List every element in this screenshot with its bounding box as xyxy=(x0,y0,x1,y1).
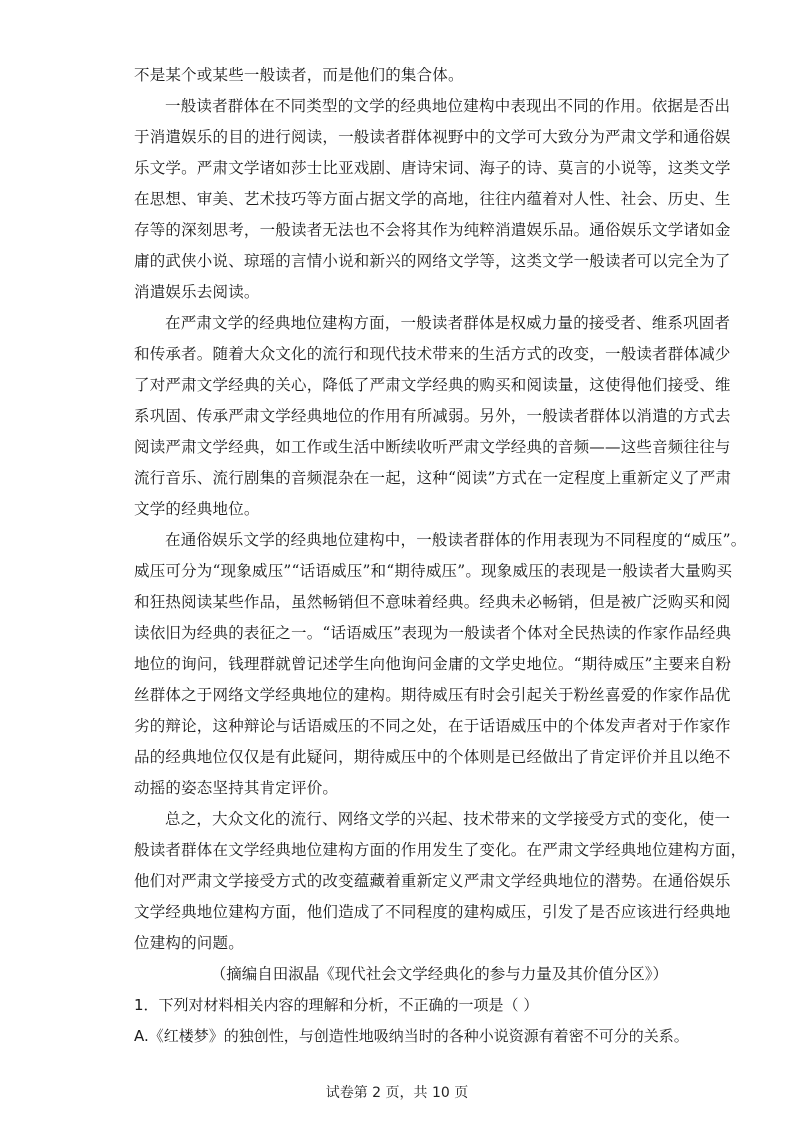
page-footer: 试卷第 2 页，共 10 页 xyxy=(325,1085,469,1101)
article-line: 般读者群体在文学经典地位建构方面的作用发生了变化。在严肃文学经典地位建构方面， xyxy=(134,841,747,859)
question-option-a: A.《红楼梦》的独创性，与创造性地吸纳当时的各种小说资源有着密不可分的关系。 xyxy=(134,1027,689,1045)
article-line: 和传承者。随着大众文化的流行和现代技术带来的生活方式的改变，一般读者群体减少 xyxy=(134,345,731,363)
article-line: 文学的经典地位。 xyxy=(134,500,260,518)
article-line: 了对严肃文学经典的关心，降低了严肃文学经典的购买和阅读量，这使得他们接受、维 xyxy=(134,376,731,394)
article-line: 地位的询问，钱理群就曾记述学生向他询问金庸的文学史地位。“期待威压”主要来自粉 xyxy=(134,655,732,673)
article-line: 读依旧为经典的表征之一。“话语威压”表现为一般读者个体对全民热读的作家作品经典 xyxy=(134,624,732,642)
article-line: 流行音乐、流行剧集的音频混杂在一起，这种“阅读”方式在一定程度上重新定义了严肃 xyxy=(134,469,732,487)
article-line: 消遣娱乐去阅读。 xyxy=(134,283,260,301)
article-line: 威压可分为“现象威压”“话语威压”和“期待威压”。现象威压的表现是一般读者大量购买 xyxy=(134,562,733,580)
article-line: 总之，大众文化的流行、网络文学的兴起、技术带来的文学接受方式的变化，使一 xyxy=(165,810,731,828)
article-line: 位建构的问题。 xyxy=(134,934,244,952)
article-line: 品的经典地位仅仅是有此疑问，期待威压中的个体则是已经做出了肯定评价并且以绝不 xyxy=(134,748,731,766)
article-line: 文学经典地位建构方面，他们造成了不同程度的建构威压，引发了是否应该进行经典地 xyxy=(134,903,731,921)
article-line: 不是某个或某些一般读者，而是他们的集合体。 xyxy=(134,66,464,84)
article-line: 在严肃文学的经典地位建构方面，一般读者群体是权威力量的接受者、维系巩固者 xyxy=(165,314,731,332)
article-line: 庸的武侠小说、琼瑶的言情小说和新兴的网络文学等，这类文学一般读者可以完全为了 xyxy=(134,252,731,270)
article-line: 和狂热阅读某些作品，虽然畅销但不意味着经典。经典未必畅销，但是被广泛购买和阅 xyxy=(134,593,731,611)
article-line: 丝群体之于网络文学经典地位的建构。期待威压有时会引起关于粉丝喜爱的作家作品优 xyxy=(134,686,731,704)
article-line: 系巩固、传承严肃文学经典地位的作用有所减弱。另外，一般读者群体以消遣的方式去 xyxy=(134,407,731,425)
article-line: 存等的深刻思考，一般读者无法也不会将其作为纯粹消遣娱乐品。通俗娱乐文学诸如金 xyxy=(134,221,731,239)
article-line: 动摇的姿态坚持其肯定评价。 xyxy=(134,779,339,797)
article-text xyxy=(134,60,747,959)
article-line: 他们对严肃文学接受方式的改变蕴藏着重新定义严肃文学经典地位的潜势。在通俗娱乐 xyxy=(134,872,731,890)
article-line: 乐文学。严肃文学诸如莎士比亚戏剧、唐诗宋词、海子的诗、莫言的小说等，这类文学 xyxy=(134,159,731,177)
article-line: 劣的辩论，这种辩论与话语威压的不同之处，在于话语威压中的个体发声者对于作家作 xyxy=(134,717,731,735)
article-line: 在思想、审美、艺术技巧等方面占据文学的高地，往往内蕴着对人性、社会、历史、生 xyxy=(134,190,731,208)
source-citation: （摘编自田淑晶《现代社会文学经典化的参与力量及其价值分区》） xyxy=(210,965,668,983)
article-line: 于消遣娱乐的目的进行阅读，一般读者群体视野中的文学可大致分为严肃文学和通俗娱 xyxy=(134,128,731,146)
article-line: 在通俗娱乐文学的经典地位建构中，一般读者群体的作用表现为不同程度的“威压”。 xyxy=(165,531,747,549)
question-stem: 1．下列对材料相关内容的理解和分析，不正确的一项是（ ） xyxy=(134,996,539,1014)
article-line: 阅读严肃文学经典，如工作或生活中断续收听严肃文学经典的音频——这些音频往往与 xyxy=(134,438,731,456)
exam-page-body xyxy=(134,60,747,1052)
article-line: 一般读者群体在不同类型的文学的经典地位建构中表现出不同的作用。依据是否出 xyxy=(165,97,731,115)
